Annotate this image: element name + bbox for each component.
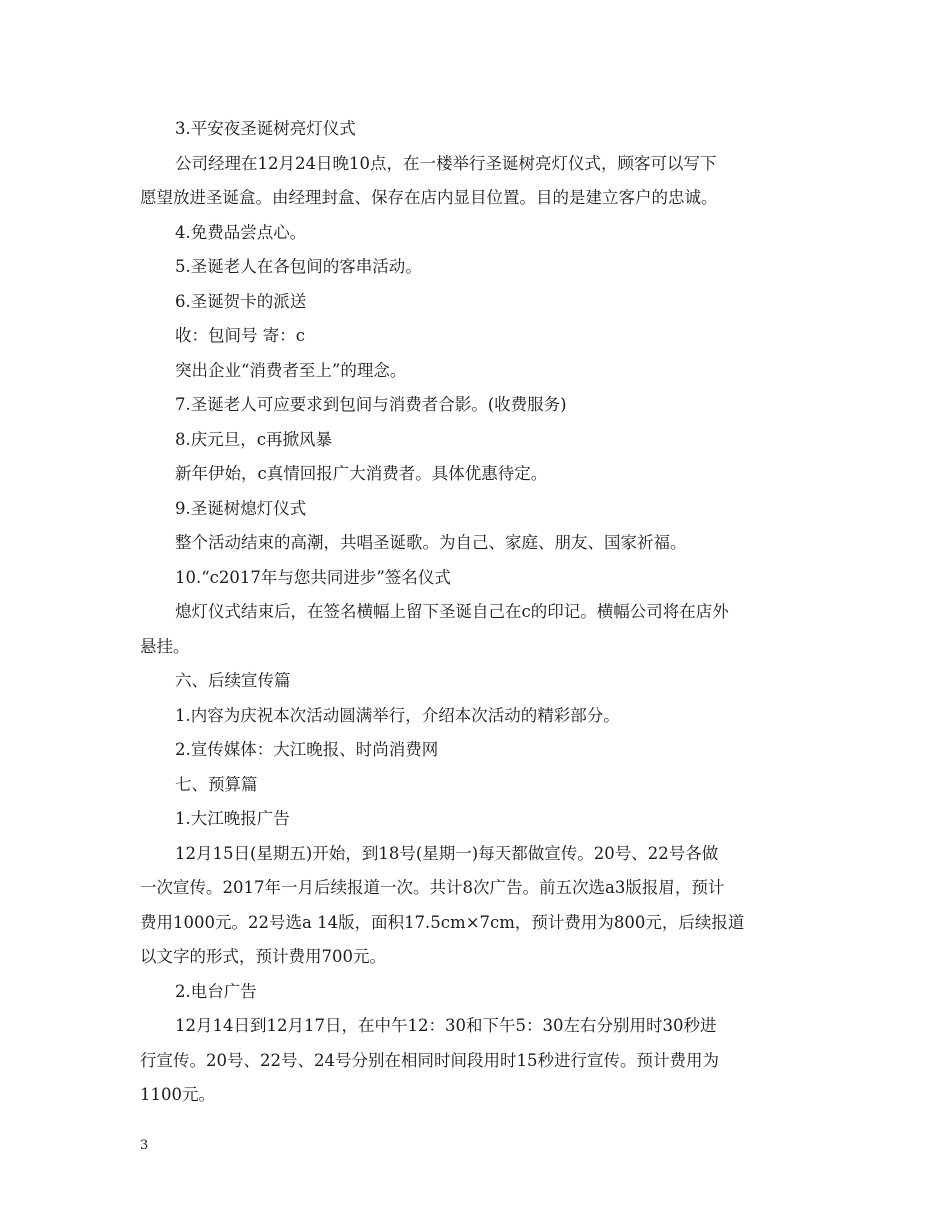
text-line: 2.电台广告 bbox=[175, 981, 257, 1001]
text-line: 愿望放进圣诞盒。由经理封盒、保存在店内显目位置。目的是建立客户的忠诚。 bbox=[140, 188, 718, 207]
text-line: 1.大江晚报广告 bbox=[175, 809, 290, 828]
text-line: 六、后续宣传篇 bbox=[175, 671, 291, 690]
text-line: 4.免费品尝点心。 bbox=[175, 222, 307, 242]
text-line: 新年伊始，c真情回报广大消费者。具体优惠待定。 bbox=[175, 464, 548, 483]
text-line: 突出企业“消费者至上”的理念。 bbox=[175, 360, 407, 380]
text-line: 整个活动结束的高潮，共唱圣诞歌。为自己、家庭、朋友、国家祈福。 bbox=[175, 533, 687, 552]
text-line: 熄灯仪式结束后，在签名横幅上留下圣诞自己在c的印记。横幅公司将在店外 bbox=[175, 602, 729, 621]
text-line: 七、预算篇 bbox=[175, 774, 258, 794]
text-line: 3.平安夜圣诞树亮灯仪式 bbox=[175, 119, 356, 138]
text-line: 费用1000元。22号选a 14版，面积17.5cm×7cm，预计费用为800元，后续报道 bbox=[140, 912, 745, 932]
text-line: 12月15日(星期五)开始，到18号(星期一)每天都做宣传。20号、22号各做 bbox=[175, 843, 719, 863]
text-line: 5.圣诞老人在各包间的客串活动。 bbox=[175, 257, 422, 276]
page-number: 3 bbox=[140, 1138, 149, 1153]
text-line: 2.宣传媒体：大江晚报、时尚消费网 bbox=[175, 740, 439, 759]
text-line: 8.庆元旦，c再掀风暴 bbox=[175, 429, 332, 449]
text-line: 12月14日到12月17日，在中午12：30和下午5：30左右分别用时30秒进 bbox=[175, 1016, 717, 1035]
text-line: 悬挂。 bbox=[140, 636, 190, 656]
text-line: 7.圣诞老人可应要求到包间与消费者合影。(收费服务) bbox=[175, 395, 567, 414]
text-line: 行宣传。20号、22号、24号分别在相同时间段用时15秒进行宣传。预计费用为 bbox=[140, 1050, 719, 1070]
text-line: 1.内容为庆祝本次活动圆满举行，介绍本次活动的精彩部分。 bbox=[175, 705, 620, 725]
text-line: 以文字的形式，预计费用700元。 bbox=[140, 947, 386, 966]
text-line: 10.“c2017年与您共同进步”签名仪式 bbox=[175, 567, 451, 587]
text-line: 公司经理在12月24日晚10点，在一楼举行圣诞树亮灯仪式，顾客可以写下 bbox=[175, 153, 717, 173]
text-line: 收：包间号 寄：c bbox=[175, 326, 305, 345]
text-line: 1100元。 bbox=[140, 1085, 215, 1104]
text-line: 一次宣传。2017年一月后续报道一次。共计8次广告。前五次选a3版报眉，预计 bbox=[140, 878, 725, 897]
text-line: 6.圣诞贺卡的派送 bbox=[175, 291, 307, 311]
text-line: 9.圣诞树熄灯仪式 bbox=[175, 498, 307, 518]
document-body bbox=[140, 112, 812, 1113]
